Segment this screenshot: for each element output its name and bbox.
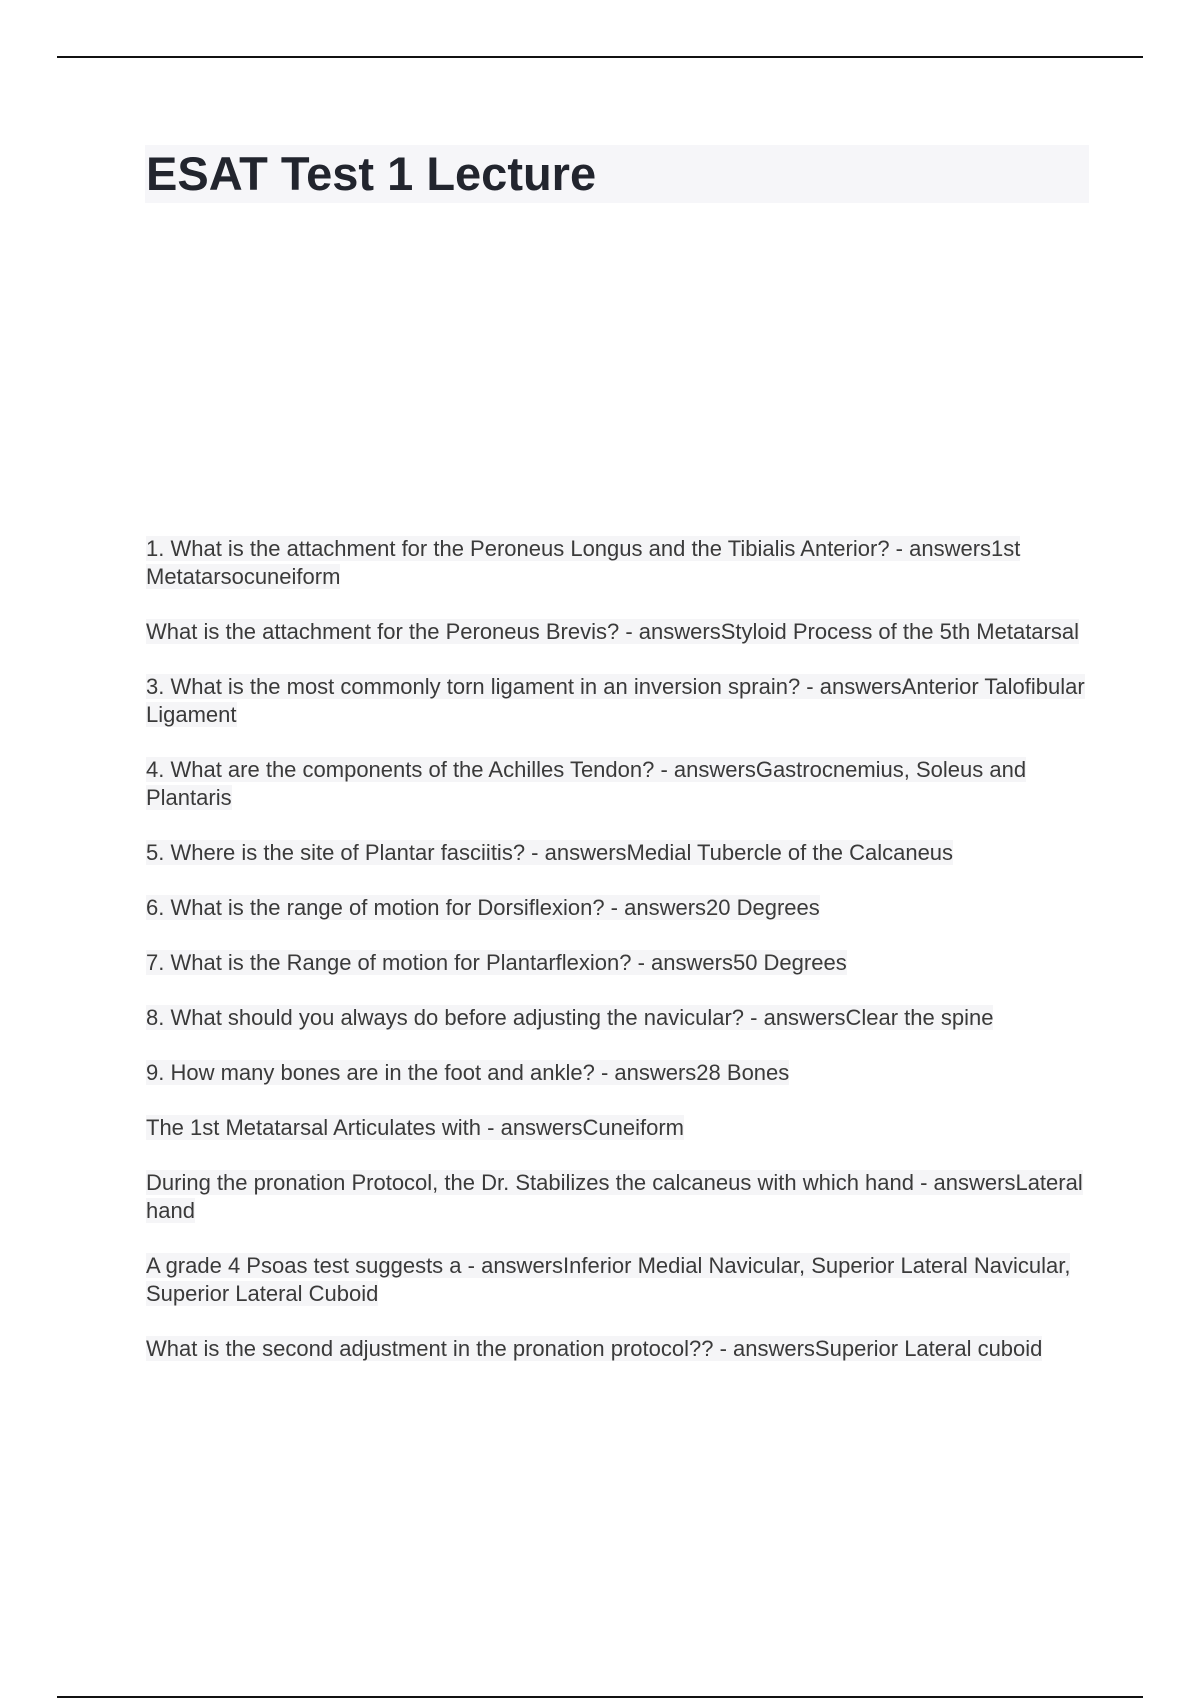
page-title: ESAT Test 1 Lecture — [146, 147, 597, 200]
qa-text: What is the attachment for the Peroneus Brevis? - answersStyloid Process of the 5th Metatarsal — [146, 619, 1079, 644]
qa-item-6 — [146, 894, 1086, 922]
qa-text: 5. Where is the site of Plantar fasciitis? - answersMedial Tubercle of the Calcaneus — [146, 840, 954, 865]
qa-text: During the pronation Protocol, the Dr. Stabilizes the calcaneus with which hand - answersLateral hand — [146, 1170, 1083, 1223]
qa-list — [146, 535, 1086, 1390]
qa-item-1 — [146, 535, 1086, 591]
qa-text: 8. What should you always do before adjusting the navicular? - answersClear the spine — [146, 1005, 994, 1030]
qa-item-3 — [146, 673, 1086, 729]
qa-text: A grade 4 Psoas test suggests a - answersInferior Medial Navicular, Superior Lateral Navicular, Superior Lateral Cuboid — [146, 1253, 1071, 1306]
qa-text: 7. What is the Range of motion for Plantarflexion? - answers50 Degrees — [146, 950, 847, 975]
qa-text: 4. What are the components of the Achilles Tendon? - answersGastrocnemius, Soleus and Plantaris — [146, 757, 1027, 810]
qa-text: The 1st Metatarsal Articulates with - answersCuneiform — [146, 1115, 684, 1140]
qa-text: 9. How many bones are in the foot and ankle? - answers28 Bones — [146, 1060, 790, 1085]
qa-item-9 — [146, 1059, 1086, 1087]
qa-item-7 — [146, 949, 1086, 977]
qa-text: 1. What is the attachment for the Peroneus Longus and the Tibialis Anterior? - answers1st Metatarsocuneiform — [146, 536, 1021, 589]
top-rule — [57, 56, 1143, 58]
qa-item-2 — [146, 618, 1086, 646]
qa-item-8 — [146, 1004, 1086, 1032]
qa-item-13 — [146, 1335, 1086, 1363]
qa-text: What is the second adjustment in the pronation protocol?? - answersSuperior Lateral cuboid — [146, 1336, 1043, 1361]
qa-item-12 — [146, 1252, 1086, 1308]
qa-text: 6. What is the range of motion for Dorsiflexion? - answers20 Degrees — [146, 895, 820, 920]
qa-item-11 — [146, 1169, 1086, 1225]
qa-item-5 — [146, 839, 1086, 867]
bottom-rule — [57, 1696, 1143, 1698]
qa-item-10 — [146, 1114, 1086, 1142]
qa-text: 3. What is the most commonly torn ligament in an inversion sprain? - answersAnterior Talofibular Ligament — [146, 674, 1085, 727]
qa-item-4 — [146, 756, 1086, 812]
